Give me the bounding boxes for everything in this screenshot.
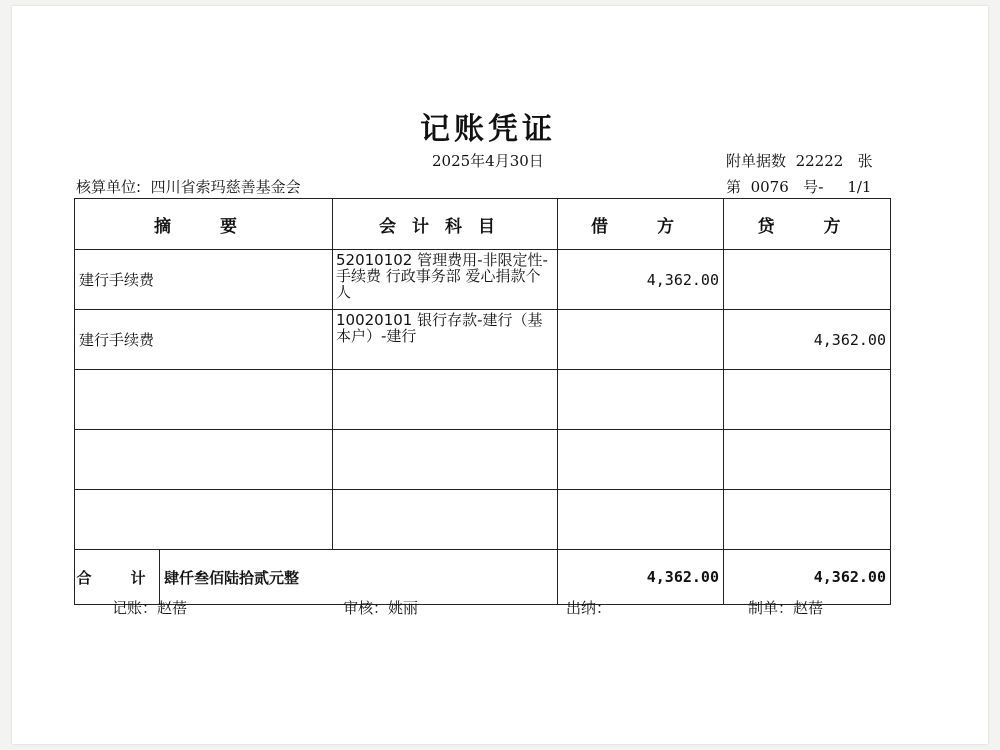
voucher-page: 1/1 xyxy=(847,178,872,196)
header-debit: 借 方 xyxy=(558,199,724,250)
row-account: 10020101 银行存款-建行（基本户）-建行 xyxy=(333,310,558,370)
voucher-number-value: 0076 xyxy=(750,178,789,196)
header-credit: 贷 方 xyxy=(724,199,891,250)
table-row xyxy=(75,250,891,310)
total-amount-in-words: 肆仟叁佰陆拾贰元整 xyxy=(164,568,300,587)
voucher-title: 记账凭证 xyxy=(420,112,556,147)
footer-reviewer: 审核：姚丽 xyxy=(343,599,419,617)
row-debit xyxy=(558,430,724,490)
row-credit xyxy=(724,490,891,550)
footer-bookkeeper: 记账：赵蓓 xyxy=(112,599,188,617)
accounting-unit-name: 四川省索玛慈善基金会 xyxy=(150,178,301,196)
row-summary xyxy=(75,490,333,550)
attachment-label: 附单据数 xyxy=(726,152,787,170)
accounting-unit-label: 核算单位: xyxy=(76,178,142,196)
row-account: 52010102 管理费用-非限定性-手续费 行政事务部 爱心捐款个人 xyxy=(333,250,558,310)
total-debit: 4,362.00 xyxy=(558,550,724,605)
row-debit xyxy=(558,310,724,370)
row-credit xyxy=(724,430,891,490)
row-summary xyxy=(75,430,333,490)
header-summary: 摘 要 xyxy=(75,199,333,250)
table-header-row xyxy=(75,199,891,250)
row-account xyxy=(333,370,558,430)
row-debit xyxy=(558,370,724,430)
row-debit xyxy=(558,490,724,550)
row-credit: 4,362.00 xyxy=(724,310,891,370)
footer-cashier: 出纳： xyxy=(566,599,612,617)
row-account xyxy=(333,490,558,550)
table-row xyxy=(75,310,891,370)
voucher-number xyxy=(726,176,871,197)
row-summary: 建行手续费 xyxy=(75,310,333,370)
footer-preparer: 制单：赵蓓 xyxy=(748,599,824,617)
voucher-suffix: 号- xyxy=(803,178,824,196)
table-row xyxy=(75,370,891,430)
attachment-number: 22222 xyxy=(795,152,844,170)
voucher-prefix: 第 xyxy=(726,178,742,196)
row-credit xyxy=(724,250,891,310)
header-account: 会计科目 xyxy=(333,199,558,250)
row-credit xyxy=(724,370,891,430)
table-row xyxy=(75,430,891,490)
row-debit: 4,362.00 xyxy=(558,250,724,310)
attachment-count xyxy=(726,150,873,171)
row-summary xyxy=(75,370,333,430)
row-summary: 建行手续费 xyxy=(75,250,333,310)
table-row xyxy=(75,490,891,550)
row-account xyxy=(333,430,558,490)
total-credit: 4,362.00 xyxy=(724,550,891,605)
voucher-date: 2025年4月30日 xyxy=(432,152,544,170)
attachment-unit: 张 xyxy=(857,152,873,170)
accounting-unit xyxy=(76,176,301,197)
voucher-table xyxy=(74,198,891,605)
total-label: 合 计 xyxy=(75,550,160,604)
